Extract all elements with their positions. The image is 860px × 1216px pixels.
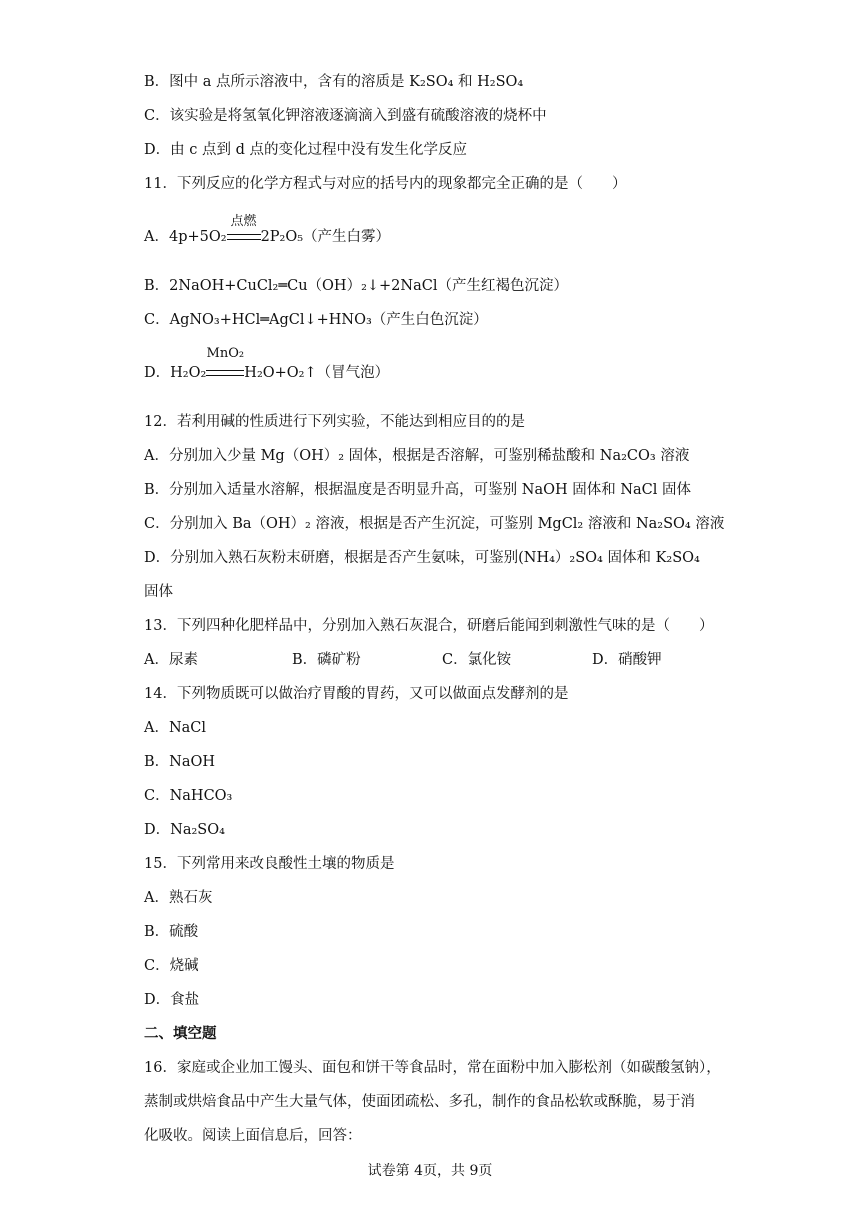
q15-option-d: D．食盐 [144, 992, 200, 1008]
q15-option-b: B．硫酸 [144, 924, 199, 940]
q16-stem-line2: 蒸制或烘焙食品中产生大量气体，使面团疏松、多孔，制作的食品松软或酥脆，易于消 [144, 1094, 695, 1110]
q13-option-a: A．尿素 [144, 652, 198, 668]
q12-option-d: D．分别加入熟石灰粉末研磨，根据是否产生氨味，可鉴别(NH₄）₂SO₄ 固体和 K₂SO₄ [144, 550, 700, 566]
q10-option-d: D．由 c 点到 d 点的变化过程中没有发生化学反应 [144, 142, 467, 158]
q12-option-a: A．分别加入少量 Mg（OH）₂ 固体，根据是否溶解，可鉴别稀盐酸和 Na₂CO₃ 溶液 [144, 448, 690, 464]
q12-option-b: B．分别加入适量水溶解，根据温度是否明显升高，可鉴别 NaOH 固体和 NaCl 固体 [144, 482, 692, 498]
q14-option-b: B．NaOH [144, 754, 216, 770]
q16-stem-line1: 16．家庭或企业加工馒头、面包和饼干等食品时，常在面粉中加入膨松剂（如碳酸氢钠）， [144, 1060, 721, 1076]
q15-option-c: C．烧碱 [144, 958, 199, 974]
q13-option-b: B．磷矿粉 [292, 652, 361, 668]
q12-option-d-cont: 固体 [144, 584, 173, 600]
q14-option-c: C．NaHCO₃ [144, 788, 233, 804]
q16-stem-line3: 化吸收。阅读上面信息后，回答： [144, 1128, 362, 1144]
q14-stem: 14．下列物质既可以做治疗胃酸的胃药，又可以做面点发酵剂的是 [144, 686, 569, 702]
q10-option-b: B．图中 a 点所示溶液中，含有的溶质是 K₂SO₄ 和 H₂SO₄ [144, 74, 524, 90]
q13-stem: 13．下列四种化肥样品中，分别加入熟石灰混合，研磨后能闻到刺激性气味的是（ ） [144, 618, 714, 634]
equals-sign-icon [206, 370, 244, 376]
q14-option-a: A．NaCl [144, 720, 207, 736]
q15-stem: 15．下列常用来改良酸性土壤的物质是 [144, 856, 395, 872]
q13-option-c: C．氯化铵 [442, 652, 512, 668]
q11-stem: 11．下列反应的化学方程式与对应的括号内的现象都完全正确的是（ ） [144, 176, 627, 192]
q11a-condition: 点燃 [230, 214, 257, 229]
q11-option-b: B．2NaOH+CuCl₂═Cu（OH）₂↓+2NaCl（产生红褐色沉淀） [144, 278, 568, 294]
section-heading-fill-in: 二、填空题 [144, 1025, 217, 1042]
q11-option-c: C．AgNO₃+HCl═AgCl↓+HNO₃（产生白色沉淀） [144, 312, 488, 328]
q11-option-a [144, 214, 391, 246]
q11a-right: 2P₂O₅（产生白雾） [260, 229, 391, 245]
q11d-left: D．H₂O₂ [144, 365, 207, 381]
q11-option-d [144, 346, 390, 382]
page-footer: 试卷第 4页，共 9页 [367, 1163, 493, 1179]
q15-option-a: A．熟石灰 [144, 890, 213, 906]
q12-option-c: C．分别加入 Ba（OH）₂ 溶液，根据是否产生沉淀，可鉴别 MgCl₂ 溶液和 Na₂SO₄ 溶液 [144, 516, 725, 532]
equals-sign-icon [227, 234, 261, 240]
q10-option-c: C．该实验是将氢氧化钾溶液逐滴滴入到盛有硫酸溶液的烧杯中 [144, 108, 547, 124]
q13-option-d: D．硝酸钾 [592, 652, 662, 668]
q11a-left: A．4p+5O₂ [144, 229, 227, 245]
q11d-right: H₂O+O₂↑（冒气泡） [244, 365, 390, 381]
q12-stem: 12．若利用碱的性质进行下列实验，不能达到相应目的的是 [144, 414, 525, 430]
q11d-condition: MnO₂ [206, 346, 245, 361]
q14-option-d: D．Na₂SO₄ [144, 822, 225, 838]
